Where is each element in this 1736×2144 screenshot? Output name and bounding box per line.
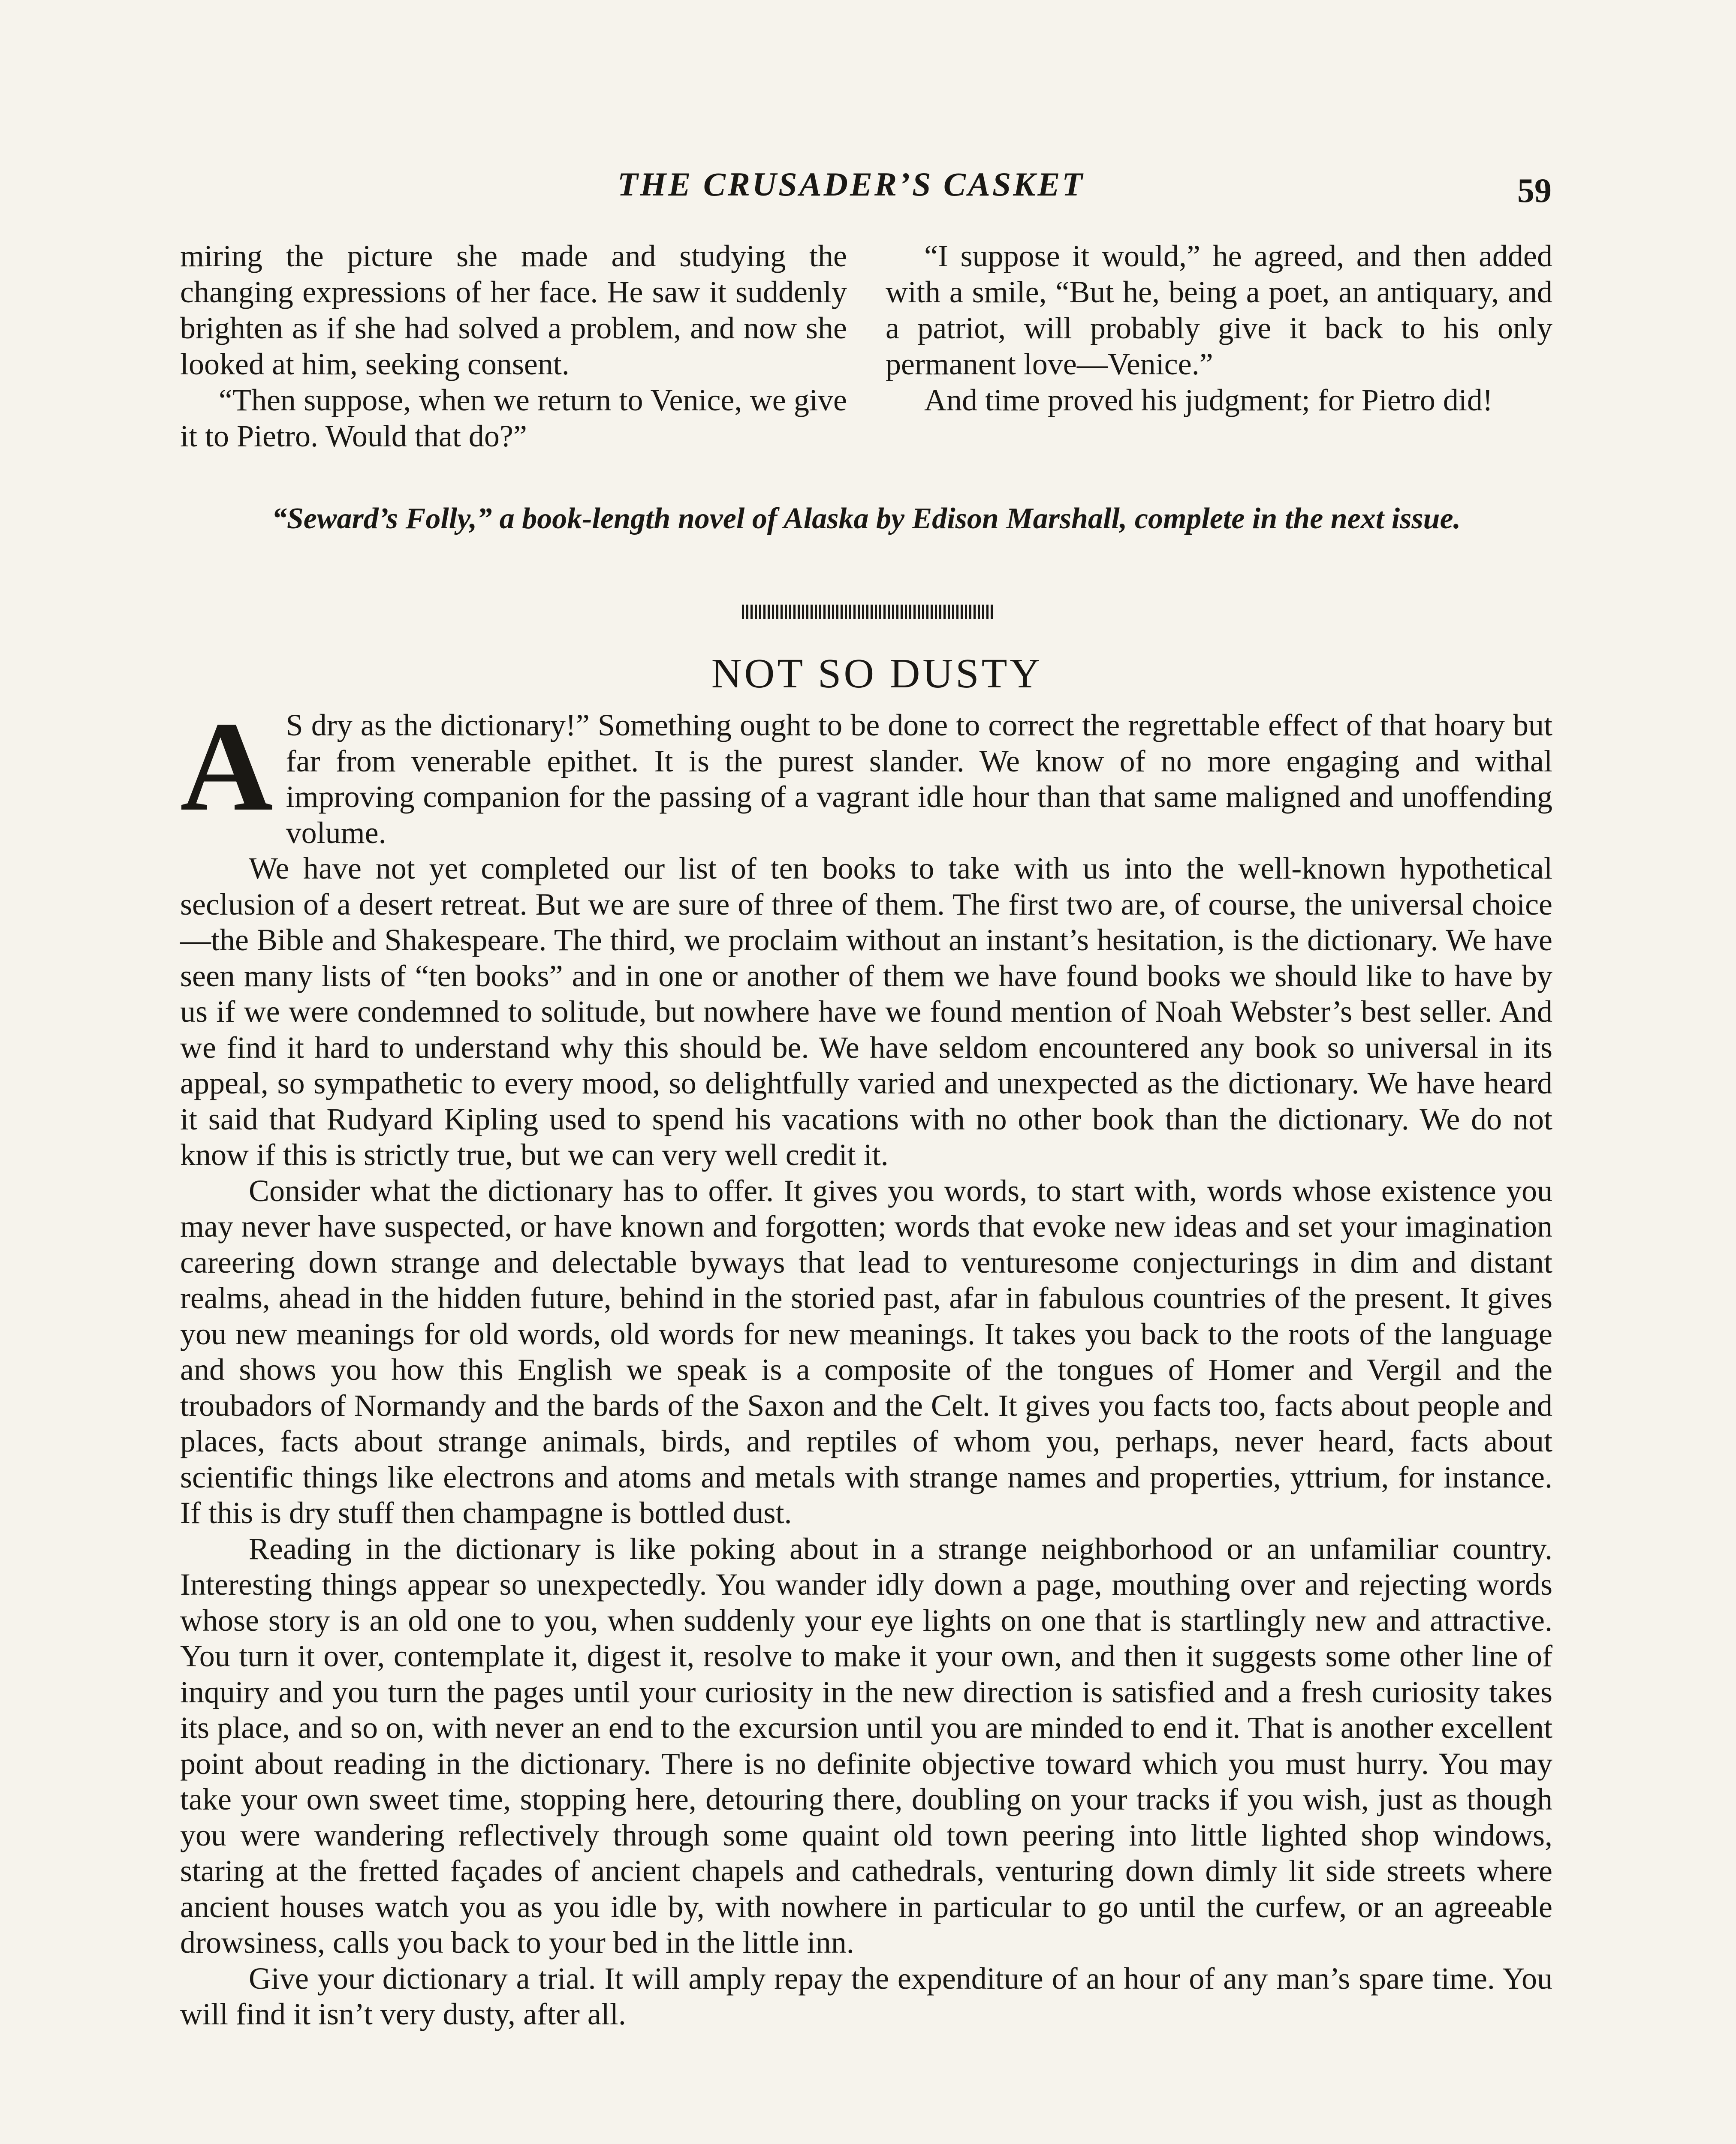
article-body	[180, 695, 1552, 2033]
story-paragraph: “I suppose it would,” he agreed, and then added with a smile, “But he, being a poet, an antiquary, and a patriot, will probably give it back to his only permanent love—Venice.”	[886, 239, 1552, 381]
story-paragraph: And time proved his judgment; for Pietro did!	[924, 383, 1493, 417]
section-divider-ornament	[742, 605, 995, 619]
first-paragraph-text: S dry as the dictionary!” Something ought to be done to correct the regrettable effect of that hoary but far from venerable epithet. It is the purest slander. We know of no more engaging and withal improving companion for the passing of a vagrant idle hour than that same maligned and unoffending volume.	[286, 708, 1552, 850]
next-issue-note: “Seward’s Folly,” a book-length novel of Alaska by Edison Marshall, complete in the next issue.	[271, 502, 1461, 535]
article-paragraph: We have not yet completed our list of ten books to take with us into the well-known hypothetical seclusion of a desert retreat. But we are sure of three of them. The first two are, of course, the universal choice—the Bible and Shakespeare. The third, we proclaim without an instant’s hesitation, is the dictionary. We have seen many lists of “ten books” and in one or another of them we have found books we should like to have by us if we were condemned to solitude, but nowhere have we found mention of Noah Webster’s best seller. And we find it hard to understand why this should be. We have seldom encountered any book so universal in its appeal, so sympathetic to every mood, so delightfully varied and unexpected as the dictionary. We have heard it said that Rudyard Kipling used to spend his vacations with no other book than the dictionary. We do not know if this is strictly true, but we can very well credit it.	[180, 851, 1552, 1172]
right-column	[886, 238, 1552, 454]
page-number: 59	[1517, 172, 1552, 210]
article-paragraph: Give your dictionary a trial. It will amply repay the expenditure of an hour of any man’s spare time. You will find it isn’t very dusty, after all.	[180, 1961, 1552, 2031]
article-paragraph: Reading in the dictionary is like poking about in a strange neighborhood or an unfamiliar country. Interesting things appear so unexpectedly. You wander idly down a page, mouthing over and rejecting words whose story is an old one to you, when suddenly your eye lights on one that is startlingly new and attractive. You turn it over, contemplate it, digest it, resolve to make it your own, and then it suggests some other line of inquiry and you turn the pages until your curiosity in the new direction is satisfied and a fresh curiosity takes its place, and so on, with never an end to the excursion until you are minded to end it. That is another excellent point about reading in the dictionary. There is no definite objective toward which you must hurry. You may take your own sweet time, stopping here, detouring there, doubling on your tracks if you wish, just as though you were wandering reflectively through some quaint old town peering into little lighted shop windows, staring at the fretted façades of ancient chapels and cathedrals, venturing down dimly lit side streets where ancient houses watch you as you idle by, with nowhere in particular to go until the curfew, or an agreeable drowsiness, calls you back to your bed in the little inn.	[180, 1531, 1552, 1960]
left-column	[180, 238, 847, 454]
article-title: NOT SO DUSTY	[711, 650, 1043, 697]
article-paragraph	[180, 695, 1552, 851]
story-ending	[180, 238, 1552, 454]
article-paragraph: Consider what the dictionary has to offer. It gives you words, to start with, words whose existence you may never have suspected, or have known and forgotten; words that evoke new ideas and set your imagination careering down strange and delectable byways that lead to venturesome conjecturings in dim and distant realms, ahead in the hidden future, behind in the storied past, afar in fabulous countries of the present. It gives you new meanings for old words, old words for new meanings. It takes you back to the roots of the language and shows you how this English we speak is a composite of the tongues of Homer and Vergil and the troubadors of Normandy and the bards of the Saxon and the Celt. It gives you facts too, facts about people and places, facts about strange animals, birds, and reptiles of whom you, perhaps, never heard, facts about scientific things like electrons and atoms and metals with strange names and properties, yttrium, for instance. If this is dry stuff then champagne is bottled dust.	[180, 1173, 1552, 1530]
story-paragraph: “Then suppose, when we return to Venice, we give it to Pietro. Would that do?”	[180, 383, 847, 453]
running-head: THE CRUSADER’S CASKET	[618, 166, 1085, 203]
story-paragraph: miring the picture she made and studying the changing expressions of her face. He saw it suddenly brighten as if she had solved a problem, and now she looked at him, seeking consent.	[180, 239, 847, 381]
drop-cap: A	[180, 695, 273, 837]
